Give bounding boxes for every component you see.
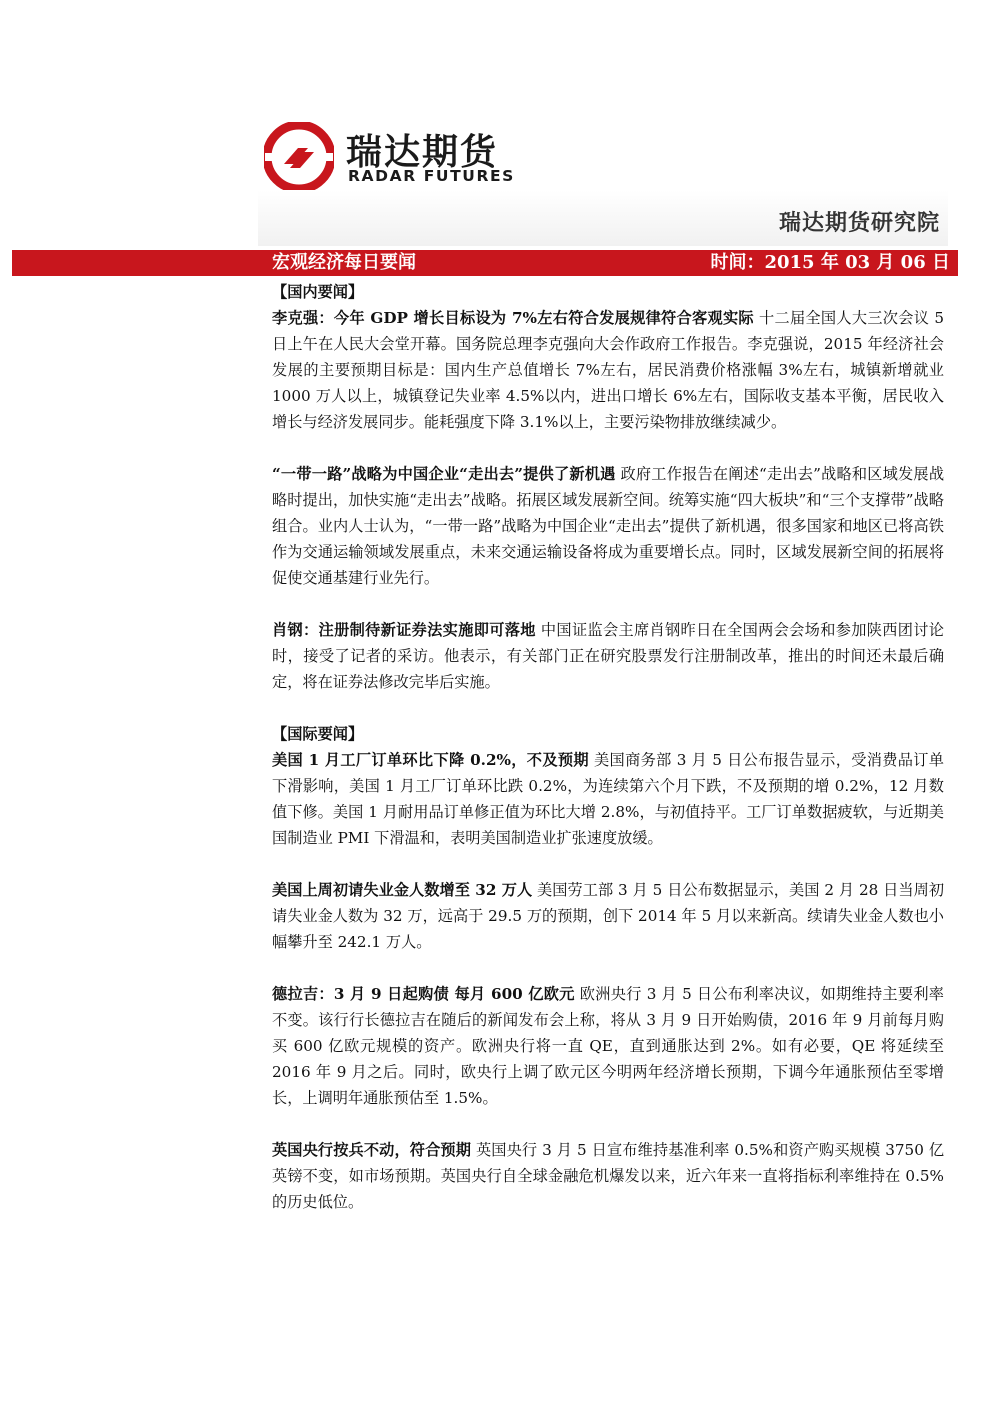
report-title: 宏观经济每日要闻 xyxy=(272,252,416,273)
news-item xyxy=(272,981,944,1111)
report-body xyxy=(272,279,944,1215)
news-item xyxy=(272,461,944,591)
section-heading-domestic: 【国内要闻】 xyxy=(272,283,364,301)
news-headline: 英国央行按兵不动，符合预期 xyxy=(272,1141,472,1159)
news-body: 英国央行 3 月 5 日宣布维持基准利率 0.5%和资产购买规模 3750 亿英镑不变，如市场预期。英国央行自全球金融危机爆发以来，近六年来一直将指标利率维持在 0.5%的历史低位。 xyxy=(272,1141,945,1211)
news-item xyxy=(272,747,944,851)
logo-name-en: RADAR FUTURES xyxy=(348,167,515,185)
company-logo xyxy=(264,118,534,194)
news-body: 中国证监会主席肖钢昨日在全国两会会场和参加陕西团讨论时，接受了记者的采访。他表示，有关部门正在研究股票发行注册制改革，推出的时间还未最后确定，将在证券法修改完毕后实施。 xyxy=(272,621,944,691)
news-item xyxy=(272,305,944,435)
radar-logo-icon xyxy=(264,122,334,192)
news-item xyxy=(272,877,944,955)
logo-name-cn: 瑞达期货 xyxy=(346,132,499,173)
news-headline: “一带一路”战略为中国企业“走出去”提供了新机遇 xyxy=(272,465,616,483)
news-headline: 德拉吉：3 月 9 日起购债 每月 600 亿欧元 xyxy=(272,985,575,1003)
news-headline: 肖钢：注册制待新证券法实施即可落地 xyxy=(272,621,536,639)
news-headline: 李克强：今年 GDP 增长目标设为 7%左右符合发展规律符合客观实际 xyxy=(272,309,754,327)
news-body: 政府工作报告在阐述“走出去”战略和区域发展战略时提出，加快实施“走出去”战略。拓展区域发展新空间。统筹实施“四大板块”和“三个支撑带”战略组合。业内人士认为，“一带一路”战略为中国企业“走出去”提供了新机遇，很多国家和地区已将高铁作为交通运输领域发展重点，未来交通运输设备将成为重要增长点。同时，区域发展新空间的拓展将促使交通基建行业先行。 xyxy=(272,465,945,587)
news-body: 美国商务部 3 月 5 日公布报告显示，受消费品订单下滑影响，美国 1 月工厂订单环比跌 0.2%，为连续第六个月下跌，不及预期的增 0.2%，12 月数值下修。美国 1 月耐用品订单修正值为环比大增 2.8%，与初值持平。工厂订单数据疲软，与近期美国制造业 PMI 下滑温和，表明美国制造业扩张速度放缓。 xyxy=(272,751,944,847)
news-headline: 美国 1 月工厂订单环比下降 0.2%，不及预期 xyxy=(272,751,589,769)
news-body: 十二届全国人大三次会议 5 日上午在人民大会堂开幕。国务院总理李克强向大会作政府工作报告。李克强说，2015 年经济社会发展的主要预期目标是：国内生产总值增长 7%左右，居民消费价格涨幅 3%左右，城镇新增就业 1000 万人以上，城镇登记失业率 4.5%以内，进出口增长 6%左右，国际收支基本平衡，居民收入增长与经济发展同步。能耗强度下降 3.1%以上，主要污染物排放继续减少。 xyxy=(272,309,944,431)
news-body: 美国劳工部 3 月 5 日公布数据显示，美国 2 月 28 日当周初请失业金人数为 32 万，远高于 29.5 万的预期，创下 2014 年 5 月以来新高。续请失业金人数也小幅攀升至 242.1 万人。 xyxy=(272,881,945,951)
news-body: 欧洲央行 3 月 5 日公布利率决议，如期维持主要利率不变。该行行长德拉吉在随后的新闻发布会上称，将从 3 月 9 日开始购债，2016 年 9 月前每月购买 600 亿欧元规模的资产。欧洲央行将一直 QE，直到通胀达到 2%。如有必要，QE 将延续至 2016 年 9 月之后。同时，欧央行上调了欧元区今明两年经济增长预期，下调今年通胀预估至零增长，上调明年通胀预估至 1.5%。 xyxy=(272,985,944,1107)
news-item xyxy=(272,1137,944,1215)
news-headline: 美国上周初请失业金人数增至 32 万人 xyxy=(272,881,533,899)
institute-name: 瑞达期货研究院 xyxy=(778,211,940,236)
report-date: 时间：2015 年 03 月 06 日 xyxy=(710,252,950,273)
news-item xyxy=(272,617,944,695)
section-heading-international: 【国际要闻】 xyxy=(272,725,364,743)
